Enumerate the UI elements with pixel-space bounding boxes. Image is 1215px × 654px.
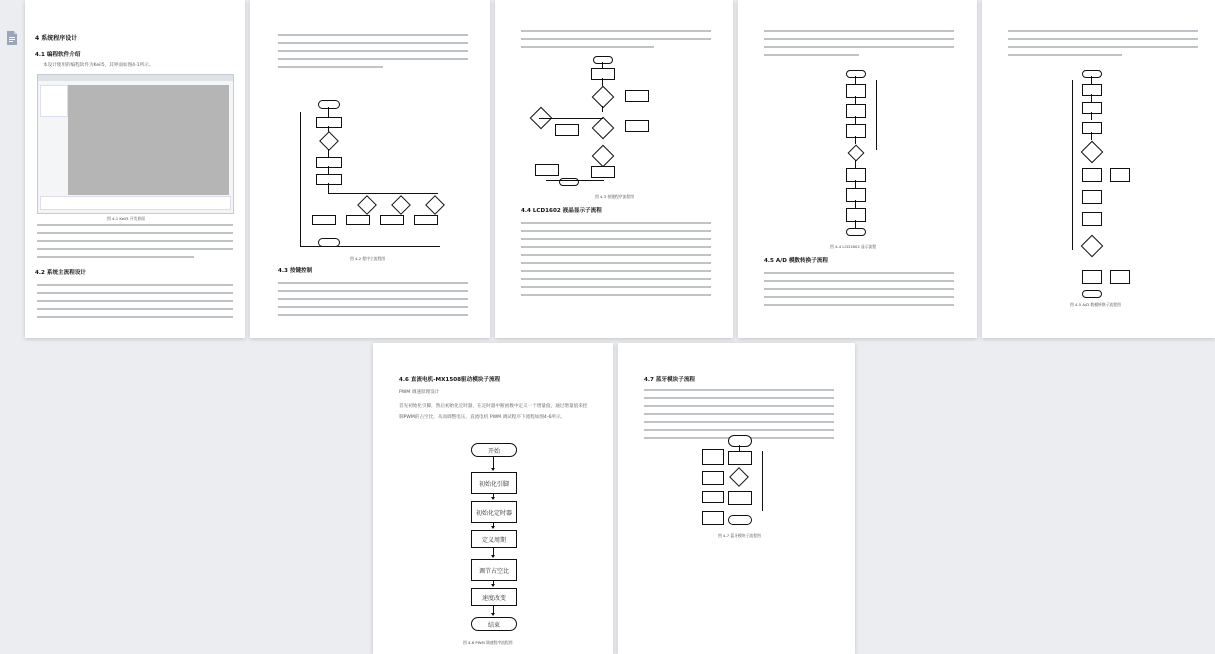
flow-node: [625, 90, 649, 102]
document-page-6: [373, 343, 613, 654]
flow-node: [318, 100, 340, 109]
flow-node: [591, 166, 615, 178]
flow-step: 速度改变: [471, 588, 517, 606]
paragraph: [521, 222, 711, 302]
flow-decision: [592, 86, 615, 109]
flow-step: 调节占空比: [471, 559, 517, 581]
flow-decision: [592, 145, 615, 168]
document-page-3: [495, 0, 733, 338]
flow-node: [316, 157, 342, 168]
flow-step: 初始化定时器: [471, 501, 517, 523]
flow-node: [846, 208, 866, 222]
flow-node: [1082, 270, 1102, 284]
flow-node: [1082, 70, 1102, 78]
section-heading: 4.3 按键控制: [278, 268, 313, 274]
flow-node: [846, 228, 866, 236]
section-heading: 4.6 直流电机-MX1508驱动模块子流程: [399, 377, 501, 383]
section-heading: 4.2 系统主流程设计: [35, 270, 87, 276]
flow-node: [593, 56, 613, 64]
body-text: 首先初始化引脚，然后初始化定时器，在定时器中断函数中定义一个增量值，通过增量值来控制PWM的占空比，从而调整电压，直流电机 PWM 调试程序下流程如图4-6所示。: [399, 404, 588, 420]
flow-node: [380, 215, 404, 225]
figure-caption: 图 4-6 PWM 调速程序流程图: [463, 640, 513, 645]
flow-node: [728, 435, 752, 447]
section-heading: 4.1 编程软件介绍: [35, 52, 81, 58]
flow-node: [625, 120, 649, 132]
document-page-7: [618, 343, 855, 654]
flow-node: [346, 215, 370, 225]
paragraph: [37, 284, 233, 324]
flow-node: [1082, 84, 1102, 96]
flow-decision: [391, 195, 411, 215]
figure-caption: 图 4-4 LCD1602 显示流程: [830, 244, 877, 249]
flow-node: [1082, 190, 1102, 204]
flow-node: [1082, 102, 1102, 114]
flow-decision: [425, 195, 445, 215]
subsection-title: PWM 调速原理设计: [399, 390, 440, 395]
flow-node: [1082, 290, 1102, 298]
paragraph: [764, 30, 954, 62]
flow-node: [1110, 168, 1130, 182]
paragraph: [37, 224, 233, 264]
flow-node: [702, 491, 724, 503]
paragraph: [278, 34, 468, 74]
flow-node: [728, 451, 752, 465]
flow-step: 开始: [471, 443, 517, 457]
flow-step: 定义周期: [471, 530, 517, 548]
flow-node: [846, 70, 866, 78]
section-heading: 4.4 LCD1602 液晶显示子流程: [521, 208, 602, 214]
flow-node: [846, 104, 866, 118]
flow-node: [702, 511, 724, 525]
flow-node: [702, 449, 724, 465]
flow-node: [414, 215, 438, 225]
chapter-heading: 4 系统程序设计: [35, 35, 78, 42]
paragraph: [278, 282, 468, 322]
flow-node: [846, 168, 866, 182]
flow-node: [846, 188, 866, 202]
flow-node: [535, 164, 559, 176]
flow-node: [846, 124, 866, 138]
flow-node: [1082, 212, 1102, 226]
figure-caption: 图 4-3 按键程序流程图: [595, 194, 634, 199]
flow-node: [316, 117, 342, 128]
flow-node: [702, 471, 724, 485]
flow-node: [728, 515, 752, 525]
flow-step: 结束: [471, 617, 517, 631]
flow-node: [555, 124, 579, 136]
flow-decision: [729, 467, 749, 487]
document-page-4: [738, 0, 977, 338]
flow-node: [728, 491, 752, 505]
figure-caption: 图 4-1 Keil5 开发界面: [107, 216, 145, 221]
flow-decision: [848, 145, 865, 162]
section-heading: 4.5 A/D 模数转换子流程: [764, 258, 828, 264]
section-heading: 4.7 蓝牙模块子流程: [644, 377, 696, 383]
keil-screenshot: [37, 74, 234, 214]
paragraph: [1008, 30, 1198, 62]
flow-decision: [319, 131, 339, 151]
flow-node: [316, 174, 342, 185]
flow-decision: [1081, 141, 1104, 164]
flow-node: [591, 68, 615, 80]
flow-decision: [357, 195, 377, 215]
body-text: 本设计使用的编程软件为Keil5，其界面如图4-1所示。: [43, 63, 154, 68]
figure-caption: 图 4-5 A/D 数模转换子流程图: [1070, 302, 1121, 307]
figure-caption: 图 4-2 程序主流程图: [350, 256, 386, 261]
flow-decision: [1081, 235, 1104, 258]
flow-node: [846, 84, 866, 98]
paragraph: [521, 30, 711, 54]
flow-node: [1082, 122, 1102, 134]
flow-decision: [592, 117, 615, 140]
flow-step: 初始化引脚: [471, 472, 517, 494]
document-page-1: [25, 0, 245, 338]
document-page-2: [250, 0, 490, 338]
flow-node: [1110, 270, 1130, 284]
flow-node: [1082, 168, 1102, 182]
flow-node: [312, 215, 336, 225]
flow-node: [318, 238, 340, 247]
document-page-5: [982, 0, 1215, 338]
document-icon[interactable]: [4, 30, 20, 46]
paragraph: [764, 272, 954, 312]
figure-caption: 图 4-7 蓝牙模块子流程图: [718, 533, 761, 538]
